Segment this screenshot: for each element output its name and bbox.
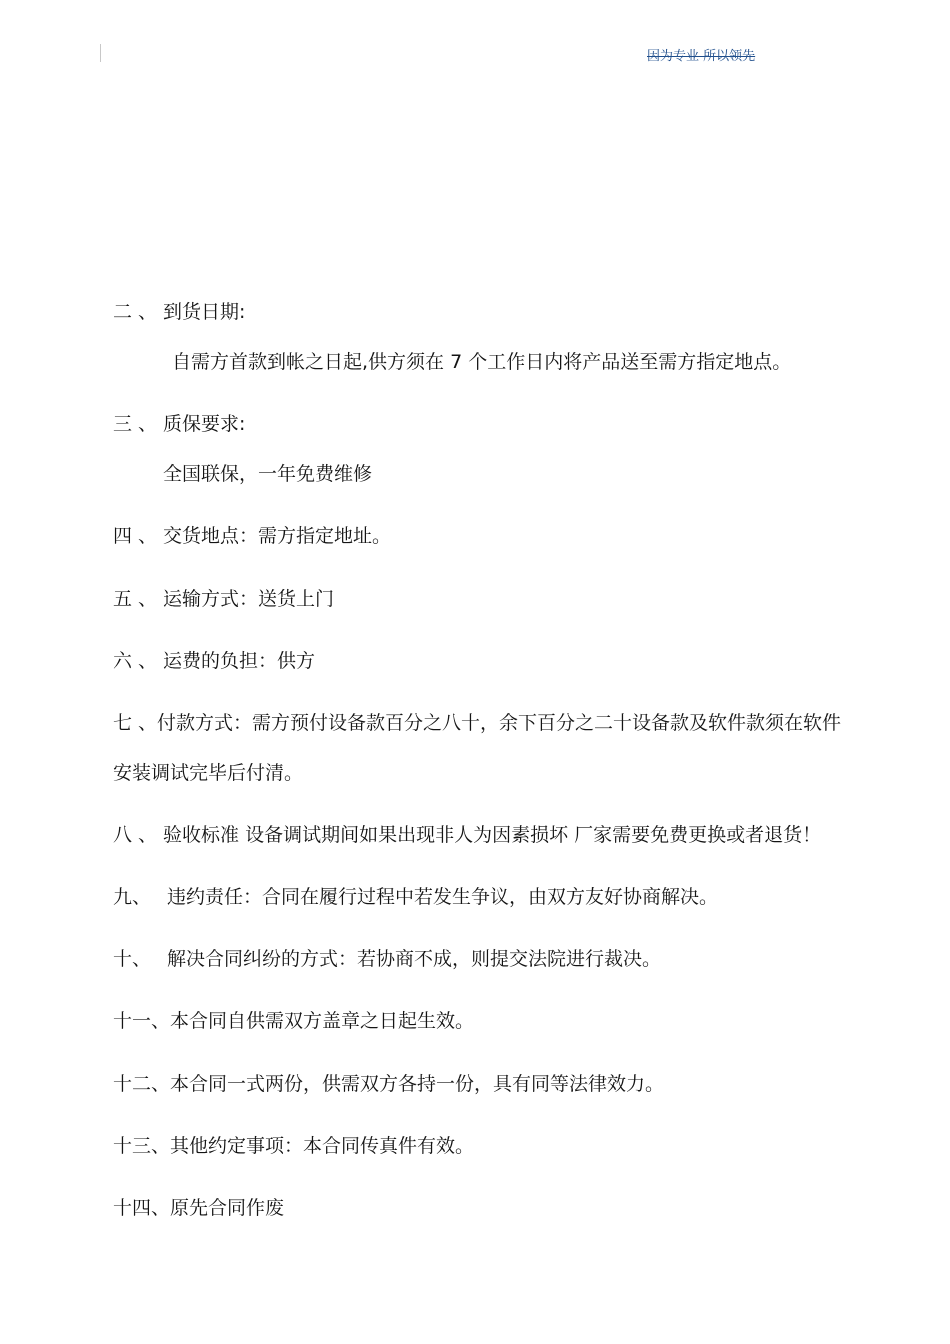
clause-number: 八 、 xyxy=(113,824,158,846)
clause-text: 质保要求: xyxy=(163,413,246,435)
clause-text: 付款方式：需方预付设备款百分之八十，余下百分之二十设备款及软件款须在软件 xyxy=(157,712,842,734)
clause-13 xyxy=(113,1134,474,1158)
clause-number: 六 、 xyxy=(113,650,158,672)
clause-text: 其他约定事项：本合同传真件有效。 xyxy=(170,1135,475,1157)
clause-text: 原先合同作废 xyxy=(170,1197,285,1219)
clause-number: 十三、 xyxy=(113,1135,171,1157)
clause-2-body xyxy=(172,350,791,374)
clause-14 xyxy=(113,1196,284,1220)
clause-3-heading xyxy=(113,412,245,436)
clause-4 xyxy=(113,524,391,548)
clause-text: 交货地点：需方指定地址。 xyxy=(163,525,392,547)
clause-text: 验收标准 设备调试期间如果出现非人为因素损坏 厂家需要免费更换或者退货！ xyxy=(163,824,822,846)
clause-6 xyxy=(113,649,315,673)
clause-text: 到货日期: xyxy=(163,301,246,323)
header-corner-mark xyxy=(100,44,101,62)
header-slogan: 因为专业 所以领先 xyxy=(647,49,756,64)
clause-text: 本合同自供需双方盖章之日起生效。 xyxy=(170,1010,475,1032)
clause-text: 全国联保，一年免费维修 xyxy=(163,463,373,485)
clause-number: 十一、 xyxy=(113,1010,171,1032)
clause-11 xyxy=(113,1009,474,1033)
clause-2-heading xyxy=(113,300,245,324)
clause-9 xyxy=(113,885,718,909)
clause-text: 运输方式：送货上门 xyxy=(163,588,335,610)
clause-8 xyxy=(113,823,821,847)
clause-number: 二 、 xyxy=(113,301,158,323)
clause-text: 违约责任：合同在履行过程中若发生争议，由双方友好协商解决。 xyxy=(167,886,719,908)
clause-10 xyxy=(113,947,661,971)
clause-7 xyxy=(113,711,841,735)
clause-number: 七 、 xyxy=(113,712,158,734)
clause-number: 九、 xyxy=(113,886,152,908)
clause-7-continued xyxy=(113,761,303,785)
clause-text: 运费的负担：供方 xyxy=(163,650,316,672)
clause-number: 十二、 xyxy=(113,1073,171,1095)
clause-number: 十四、 xyxy=(113,1197,171,1219)
clause-number: 五 、 xyxy=(113,588,158,610)
clause-text: 自需方首款到帐之日起,供方须在 7 个工作日内将产品送至需方指定地点。 xyxy=(172,351,792,373)
clause-12 xyxy=(113,1072,664,1096)
clause-number: 三 、 xyxy=(113,413,158,435)
clause-3-body xyxy=(163,462,372,486)
clause-text: 本合同一式两份，供需双方各持一份，具有同等法律效力。 xyxy=(170,1073,665,1095)
clause-text: 解决合同纠纷的方式：若协商不成，则提交法院进行裁决。 xyxy=(167,948,662,970)
clause-number: 四 、 xyxy=(113,525,158,547)
clause-text: 安装调试完毕后付清。 xyxy=(113,762,304,784)
clause-5 xyxy=(113,587,334,611)
clause-number: 十、 xyxy=(113,948,152,970)
